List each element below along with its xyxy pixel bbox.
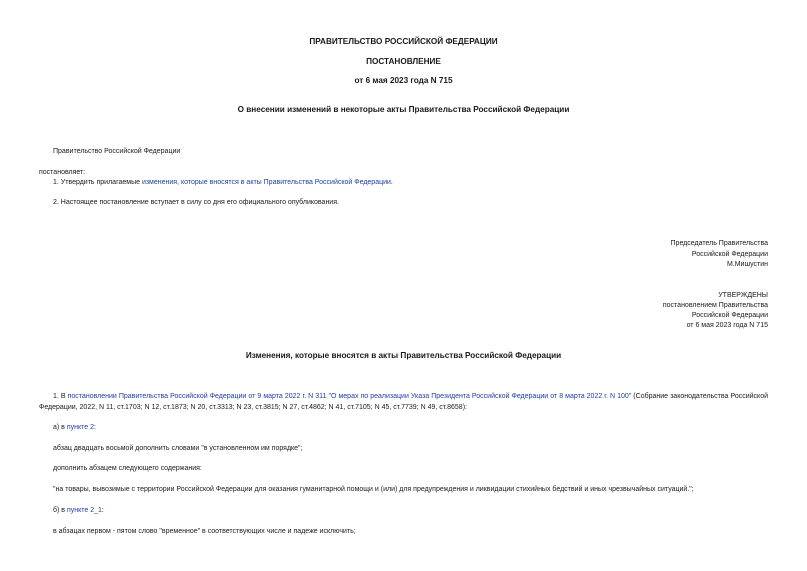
subitem-b: [53, 506, 104, 515]
document-type: ПОСТАНОВЛЕНИЕ: [366, 57, 441, 66]
resolves-text: постановляет:: [39, 169, 86, 176]
changes-link[interactable]: изменения, которые вносятся в акты Правительства Российской Федерации: [141, 179, 391, 186]
changes-title: Изменения, которые вносятся в акты Правительства Российской Федерации: [245, 351, 562, 360]
change-paragraph-1: [39, 391, 768, 413]
subitem-a-line-2: дополнить абзацем следующего содержания:: [53, 465, 202, 472]
approval-date: от 6 мая 2023 года N 715: [686, 322, 768, 329]
approval-stamp: УТВЕРЖДЕНЫ: [718, 292, 768, 299]
subitem-a-prefix: а) в: [53, 424, 67, 431]
subitem-a: [53, 423, 96, 432]
subitem-b-prefix: б) в: [53, 507, 67, 514]
p1-prefix: 1. В: [53, 393, 68, 400]
point-2-link[interactable]: пункте 2: [66, 424, 94, 431]
item-1: [53, 178, 393, 187]
approval-organization: Российской Федерации: [691, 312, 768, 319]
subitem-a-line-1: абзац двадцать восьмой дополнить словами "в установленном им порядке";: [53, 445, 303, 452]
signature-organization: Российской Федерации: [691, 251, 768, 258]
subitem-a-suffix: :: [94, 424, 96, 431]
subitem-b-line-1: в абзацах первом - пятом слово "временное" в соответствующих числе и падеже исключить;: [53, 528, 356, 535]
signature-position: Председатель Правительства: [670, 240, 768, 247]
subitem-b-suffix: :: [101, 507, 104, 514]
government-heading: ПРАВИТЕЛЬСТВО РОССИЙСКОЙ ФЕДЕРАЦИИ: [309, 37, 498, 46]
issuer-text: Правительство Российской Федерации: [53, 148, 181, 155]
point-2-1-link[interactable]: пункте 2_1: [66, 507, 102, 514]
subitem-a-quote: "на товары, вывозимые с территории Российской Федерации для оказания гуманитарной помощи и (или) для предупреждения и ликвидации стихийных бедствий и иных чрезвычайных ситуаций.";: [53, 486, 694, 493]
item-1-prefix: 1. Утвердить прилагаемые: [53, 179, 142, 186]
item-2: 2. Настоящее постановление вступает в силу со дня его официального опубликования.: [53, 199, 339, 206]
document-date-number: от 6 мая 2023 года N 715: [354, 76, 453, 85]
signature-name: М.Мишустин: [726, 261, 768, 268]
document-title: О внесении изменений в некоторые акты Правительства Российской Федерации: [237, 105, 570, 114]
p1-suffix: (Собрание законодательства Российской Федерации, 2022, N 11, ст.1703; N 12, ст.1873; N 20, ст.3313; N 23, ст.3815; N 27, ст.4862; N 41, ст.7105; N 45, ст.7739; N 49, ст.8658):: [39, 393, 768, 411]
approval-by: постановлением Правительства: [662, 302, 768, 309]
resolution-311-link[interactable]: постановлении Правительства Российской Федерации от 9 марта 2022 г. N 311 "О мерах по реализации Указа Президента Российской Федерации от 8 марта 2022 г. N 100": [67, 393, 632, 400]
item-1-suffix: .: [390, 179, 393, 186]
